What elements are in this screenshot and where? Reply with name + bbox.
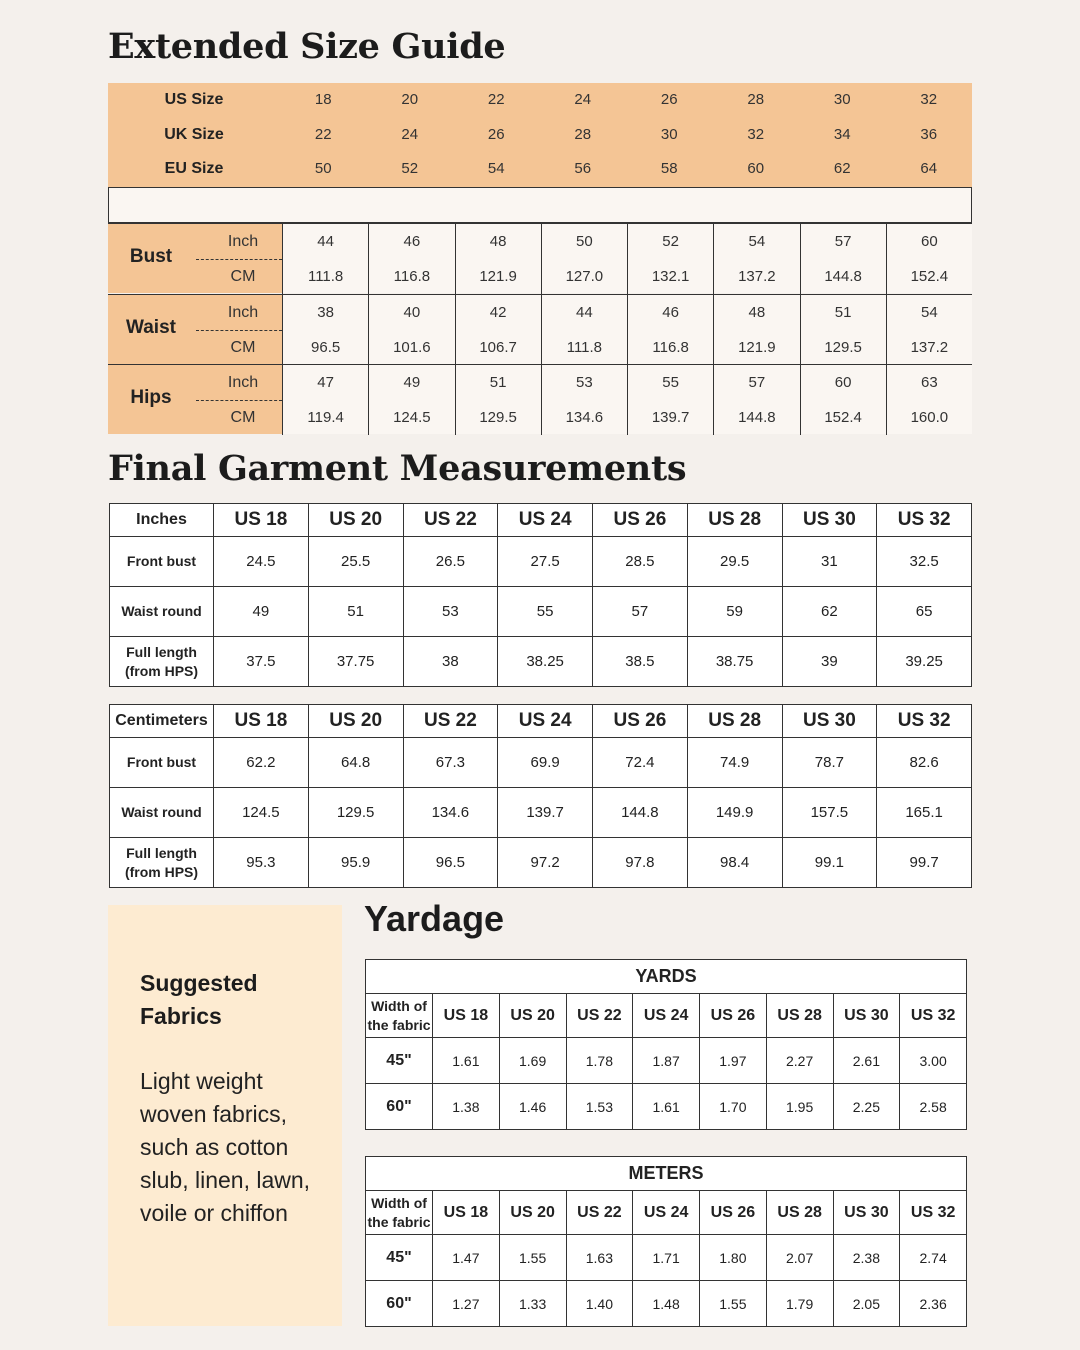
measurement-column (282, 224, 368, 294)
cm-value: 137.2 (738, 268, 776, 285)
table-cell: 1.95 (766, 1084, 833, 1130)
table-cell: 57 (593, 587, 688, 637)
cm-value: 129.5 (479, 409, 517, 426)
size-row-label: US Size (164, 91, 224, 108)
measurement-column (282, 295, 368, 365)
fabrics-title-line1: Suggested (140, 970, 258, 996)
yardage-unit-header: YARDS (366, 960, 967, 994)
row-label: Waist round (110, 587, 214, 637)
table-cell: 1.69 (499, 1038, 566, 1084)
inch-value: 51 (834, 304, 852, 321)
table-cell: 51 (308, 587, 403, 637)
size-header: US 20 (499, 994, 566, 1038)
table-cell: 26.5 (403, 537, 498, 587)
size-header: US 22 (566, 994, 633, 1038)
cm-value: 121.9 (738, 339, 776, 356)
table-cell: 1.61 (433, 1038, 500, 1084)
table-cell: 2.58 (900, 1084, 967, 1130)
size-value: 26 (660, 91, 678, 108)
table-cell: 55 (498, 587, 593, 637)
table-cell: 1.78 (566, 1038, 633, 1084)
suggested-fabrics-text: Light weight woven fabrics, such as cotton slub, linen, lawn, voile or chiffon (140, 1068, 311, 1226)
size-value: 36 (920, 126, 938, 143)
measurement-column (713, 224, 799, 294)
unit-inch-label: Inch (227, 374, 259, 391)
measurement-column (800, 224, 886, 294)
inch-value: 44 (317, 233, 334, 250)
size-header: US 18 (214, 705, 309, 738)
row-label (110, 838, 214, 888)
size-row-label: UK Size (164, 126, 224, 143)
table-cell: 1.61 (633, 1084, 700, 1130)
measurement-label-cell (108, 223, 282, 293)
measurement-values (282, 364, 972, 434)
size-header: US 26 (593, 504, 688, 537)
inch-value: 48 (489, 233, 507, 250)
table-cell: 74.9 (687, 738, 782, 788)
size-header: US 30 (833, 1191, 900, 1235)
row-label (110, 637, 214, 687)
inch-value: 46 (403, 233, 421, 250)
table-cell: 1.55 (499, 1235, 566, 1281)
table-cell: 2.25 (833, 1084, 900, 1130)
cm-value: 111.8 (566, 339, 603, 356)
size-row (108, 118, 972, 152)
size-header: US 32 (900, 994, 967, 1038)
table-cell: 72.4 (593, 738, 688, 788)
row-label-line1: Full length (126, 643, 197, 660)
measurement-column (886, 365, 972, 435)
inch-value: 48 (748, 304, 766, 321)
size-header: US 32 (877, 705, 972, 738)
size-header: US 22 (403, 504, 498, 537)
cm-value: 152.4 (910, 268, 949, 285)
header-row (366, 994, 967, 1038)
size-value: 26 (487, 126, 505, 143)
table-cell: 31 (782, 537, 877, 587)
table-cell: 124.5 (214, 788, 309, 838)
table-cell: 1.47 (433, 1235, 500, 1281)
table-cell: 24.5 (214, 537, 309, 587)
inch-value: 50 (576, 233, 593, 250)
cm-value: 152.4 (824, 409, 862, 426)
inch-value: 49 (403, 374, 421, 391)
size-header: US 26 (700, 994, 767, 1038)
table-cell: 38 (403, 637, 498, 687)
size-header: US 22 (403, 705, 498, 738)
table-cell: 2.07 (766, 1235, 833, 1281)
table-cell: 95.3 (214, 838, 309, 888)
size-value: 58 (660, 160, 678, 177)
table-cell: 98.4 (687, 838, 782, 888)
cm-value: 116.8 (393, 268, 431, 285)
inch-value: 57 (748, 374, 766, 391)
inch-value: 52 (662, 233, 679, 250)
measurement-name: Waist (126, 317, 176, 338)
table-cell: 1.79 (766, 1281, 833, 1327)
inch-value: 40 (403, 304, 421, 321)
table-cell: 1.48 (633, 1281, 700, 1327)
table-row (110, 587, 972, 637)
table-cell: 97.8 (593, 838, 688, 888)
size-header: US 18 (214, 504, 309, 537)
measurement-column (541, 224, 627, 294)
table-cell: 2.61 (833, 1038, 900, 1084)
size-value: 18 (314, 91, 332, 108)
table-row (110, 637, 972, 687)
table-row (366, 1281, 967, 1327)
size-value: 30 (660, 126, 678, 143)
unit-cm-label: CM (230, 409, 256, 426)
unit-cm-label: CM (230, 339, 256, 356)
table-cell: 2.74 (900, 1235, 967, 1281)
suggested-fabrics-title (140, 967, 320, 1033)
table-cell: 2.36 (900, 1281, 967, 1327)
cm-value: 116.8 (652, 339, 689, 356)
size-header: US 22 (566, 1191, 633, 1235)
size-value: 28 (574, 126, 592, 143)
inch-value: 60 (834, 374, 852, 391)
table-cell: 99.7 (877, 838, 972, 888)
table-cell: 1.40 (566, 1281, 633, 1327)
table-cell: 65 (877, 587, 972, 637)
inch-value: 46 (662, 304, 679, 321)
size-header: US 18 (433, 994, 500, 1038)
size-guide-title: Extended Size Guide (108, 26, 506, 67)
inch-value: 57 (834, 233, 852, 250)
header-row (110, 705, 972, 738)
measurement-column (541, 295, 627, 365)
measurement-group-waist (108, 294, 972, 364)
cm-value: 144.8 (824, 268, 862, 285)
table-cell: 38.75 (687, 637, 782, 687)
table-cell: 37.75 (308, 637, 403, 687)
table-cell: 1.27 (433, 1281, 500, 1327)
measurement-column (627, 295, 713, 365)
cm-value: 101.6 (393, 339, 431, 356)
size-header: US 30 (782, 705, 877, 738)
inch-value: 53 (576, 374, 593, 391)
width-of-fabric-header (366, 1191, 433, 1235)
size-conversion-table (108, 83, 972, 187)
measurement-column (886, 224, 972, 294)
size-header: US 24 (498, 705, 593, 738)
measurement-column (455, 295, 541, 365)
table-cell: 2.05 (833, 1281, 900, 1327)
table-cell: 96.5 (403, 838, 498, 888)
size-header: US 32 (900, 1191, 967, 1235)
garment-inches-table (109, 503, 972, 687)
table-cell: 39 (782, 637, 877, 687)
cm-value: 111.8 (307, 268, 344, 285)
row-label-line2: (from HPS) (124, 863, 199, 880)
measurement-name: Bust (129, 246, 173, 267)
cm-value: 134.6 (565, 409, 604, 426)
table-cell: 1.80 (700, 1235, 767, 1281)
table-cell: 2.38 (833, 1235, 900, 1281)
table-cell: 165.1 (877, 788, 972, 838)
suggested-fabrics-panel (108, 905, 342, 1326)
yardage-yards-table (365, 959, 967, 1130)
size-row-label: EU Size (164, 160, 224, 177)
inch-value: 55 (662, 374, 679, 391)
measurement-group-hips (108, 364, 972, 434)
cm-value: 129.5 (824, 339, 862, 356)
inch-value: 51 (489, 374, 507, 391)
fabric-width: 45" (366, 1038, 433, 1084)
measurement-column (886, 295, 972, 365)
size-value: 50 (314, 160, 332, 177)
table-row (366, 1038, 967, 1084)
header-row (110, 504, 972, 537)
unit-row (366, 960, 967, 994)
table-cell: 1.71 (633, 1235, 700, 1281)
table-cell: 53 (403, 587, 498, 637)
size-header: US 28 (687, 504, 782, 537)
cm-value: 124.5 (393, 409, 431, 426)
table-cell: 82.6 (877, 738, 972, 788)
width-of-fabric-header (366, 994, 433, 1038)
measurement-column (282, 365, 368, 435)
measurement-values (282, 223, 972, 293)
table-cell: 1.33 (499, 1281, 566, 1327)
inch-value: 44 (576, 304, 593, 321)
inch-value: 38 (317, 304, 334, 321)
cm-value: 137.2 (910, 339, 949, 356)
table-cell: 129.5 (308, 788, 403, 838)
size-value: 22 (487, 91, 505, 108)
table-cell: 67.3 (403, 738, 498, 788)
table-row (110, 738, 972, 788)
width-label-line2: the fabric (367, 1016, 431, 1033)
table-row (110, 838, 972, 888)
size-header: US 26 (700, 1191, 767, 1235)
measurement-column (713, 365, 799, 435)
width-label-line2: the fabric (367, 1213, 431, 1230)
table-cell: 1.63 (566, 1235, 633, 1281)
size-value: 56 (574, 160, 592, 177)
size-header: US 32 (877, 504, 972, 537)
fabrics-title-line2: Fabrics (140, 1003, 222, 1029)
row-label: Front bust (110, 738, 214, 788)
size-value: 64 (920, 160, 938, 177)
row-label: Front bust (110, 537, 214, 587)
table-cell: 95.9 (308, 838, 403, 888)
size-value: 60 (747, 160, 765, 177)
table-cell: 59 (687, 587, 782, 637)
yardage-meters-table (365, 1156, 967, 1327)
table-cell: 3.00 (900, 1038, 967, 1084)
size-header: US 18 (433, 1191, 500, 1235)
size-header: US 28 (687, 705, 782, 738)
table-row (110, 788, 972, 838)
size-row (108, 152, 972, 186)
size-header: US 20 (308, 705, 403, 738)
size-value: 24 (574, 91, 592, 108)
table-row (110, 537, 972, 587)
size-header: US 26 (593, 705, 688, 738)
table-cell: 99.1 (782, 838, 877, 888)
inch-value: 54 (921, 304, 938, 321)
yardage-unit-header: METERS (366, 1157, 967, 1191)
table-cell: 27.5 (498, 537, 593, 587)
table-cell: 1.53 (566, 1084, 633, 1130)
size-header: US 30 (833, 994, 900, 1038)
table-cell: 78.7 (782, 738, 877, 788)
fabric-width: 60" (366, 1084, 433, 1130)
table-divider-row (108, 187, 972, 223)
row-label-line1: Full length (126, 844, 197, 861)
table-cell: 69.9 (498, 738, 593, 788)
garment-measurements-title: Final Garment Measurements (108, 448, 687, 489)
size-header: US 20 (499, 1191, 566, 1235)
table-cell: 49 (214, 587, 309, 637)
size-value: 34 (833, 126, 851, 143)
cm-value: 121.9 (479, 268, 517, 285)
measurement-column (455, 224, 541, 294)
size-value: 20 (401, 91, 419, 108)
size-value: 62 (833, 160, 851, 177)
unit-header: Inches (110, 504, 214, 537)
width-label-line1: Width of (371, 997, 427, 1014)
table-cell: 28.5 (593, 537, 688, 587)
garment-centimeters-table (109, 704, 972, 888)
table-cell: 1.38 (433, 1084, 500, 1130)
fabric-width: 60" (366, 1281, 433, 1327)
measurement-column (368, 295, 454, 365)
table-row (366, 1084, 967, 1130)
unit-row (366, 1157, 967, 1191)
cm-value: 127.0 (565, 268, 604, 285)
unit-inch-label: Inch (227, 233, 259, 250)
size-value: 32 (920, 91, 938, 108)
table-cell: 134.6 (403, 788, 498, 838)
measurement-column (627, 365, 713, 435)
measurement-column (368, 365, 454, 435)
measurement-column (541, 365, 627, 435)
cm-value: 144.8 (738, 409, 776, 426)
table-cell: 157.5 (782, 788, 877, 838)
measurement-column (800, 295, 886, 365)
measurement-column (800, 365, 886, 435)
fabric-width: 45" (366, 1235, 433, 1281)
width-label-line1: Width of (371, 1194, 427, 1211)
measurement-name: Hips (130, 387, 172, 408)
header-row (366, 1191, 967, 1235)
table-cell: 139.7 (498, 788, 593, 838)
table-cell: 62 (782, 587, 877, 637)
size-value: 32 (747, 126, 765, 143)
measurement-column (713, 295, 799, 365)
inch-value: 60 (921, 233, 938, 250)
table-cell: 38.25 (498, 637, 593, 687)
table-cell: 1.97 (700, 1038, 767, 1084)
cm-value: 119.4 (307, 409, 344, 426)
table-cell: 37.5 (214, 637, 309, 687)
measurement-group-bust (108, 223, 972, 293)
table-cell: 1.46 (499, 1084, 566, 1130)
measurement-label-cell (108, 364, 282, 434)
table-cell: 25.5 (308, 537, 403, 587)
unit-header: Centimeters (110, 705, 214, 738)
measurement-values (282, 294, 972, 364)
table-cell: 64.8 (308, 738, 403, 788)
row-label-line2: (from HPS) (124, 662, 199, 679)
size-value: 28 (747, 91, 765, 108)
table-cell: 38.5 (593, 637, 688, 687)
cm-value: 132.1 (651, 268, 690, 285)
inch-value: 63 (921, 374, 938, 391)
size-header: US 20 (308, 504, 403, 537)
size-value: 54 (487, 160, 505, 177)
measurement-column (368, 224, 454, 294)
cm-value: 106.7 (479, 339, 517, 356)
inch-value: 54 (748, 233, 766, 250)
table-row (366, 1235, 967, 1281)
measurement-label-cell (108, 294, 282, 364)
cm-value: 96.5 (311, 339, 341, 356)
measurement-column (627, 224, 713, 294)
size-header: US 28 (766, 1191, 833, 1235)
size-value: 22 (314, 126, 332, 143)
table-cell: 39.25 (877, 637, 972, 687)
table-cell: 97.2 (498, 838, 593, 888)
size-header: US 24 (498, 504, 593, 537)
inch-value: 42 (489, 304, 507, 321)
table-cell: 32.5 (877, 537, 972, 587)
unit-inch-label: Inch (227, 304, 259, 321)
inch-value: 47 (317, 374, 334, 391)
size-row (108, 83, 972, 117)
size-header: US 28 (766, 994, 833, 1038)
size-header: US 24 (633, 994, 700, 1038)
yardage-title: Yardage (364, 898, 505, 939)
cm-value: 139.7 (651, 409, 690, 426)
size-value: 52 (401, 160, 419, 177)
table-cell: 144.8 (593, 788, 688, 838)
table-cell: 2.27 (766, 1038, 833, 1084)
size-header: US 24 (633, 1191, 700, 1235)
table-cell: 29.5 (687, 537, 782, 587)
table-cell: 149.9 (687, 788, 782, 838)
size-header: US 30 (782, 504, 877, 537)
table-cell: 1.55 (700, 1281, 767, 1327)
size-value: 24 (401, 126, 419, 143)
row-label: Waist round (110, 788, 214, 838)
size-value: 30 (833, 91, 851, 108)
table-cell: 1.70 (700, 1084, 767, 1130)
unit-cm-label: CM (230, 268, 256, 285)
table-cell: 62.2 (214, 738, 309, 788)
measurement-column (455, 365, 541, 435)
cm-value: 160.0 (910, 409, 949, 426)
table-cell: 1.87 (633, 1038, 700, 1084)
